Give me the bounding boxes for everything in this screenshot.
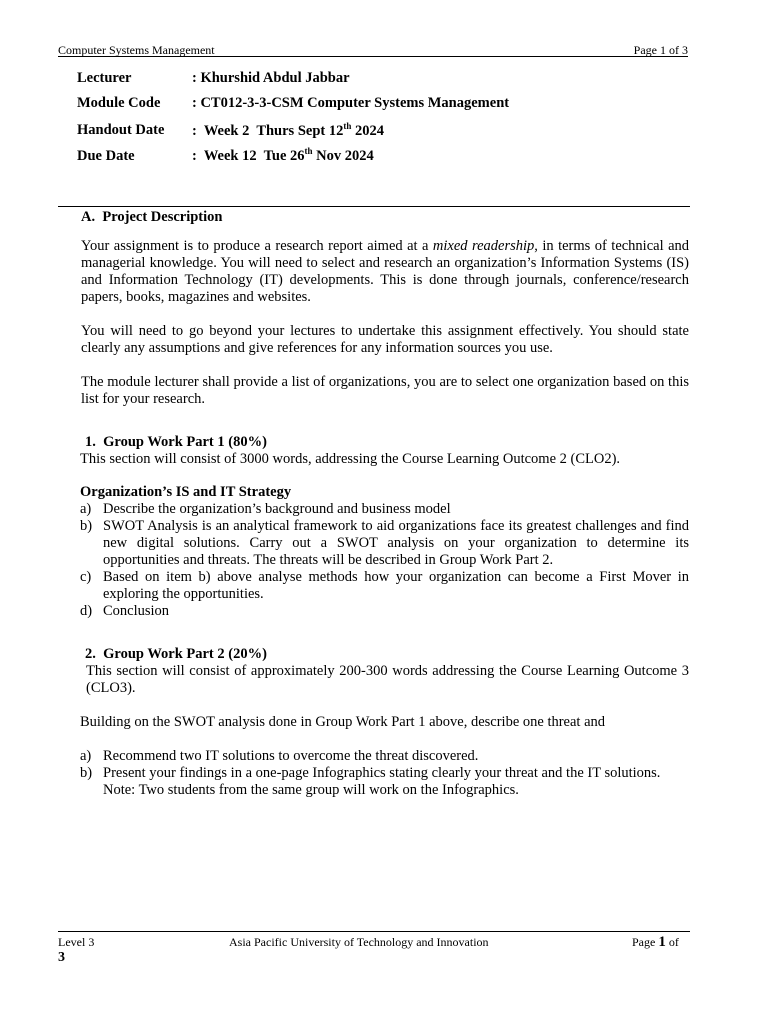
part-2-task-list [80,748,689,782]
part-2-intro: This section will consist of approximately 200-300 words addressing the Course Learning Outcome 3 (CLO3). [86,663,689,696]
section-a-paragraph-3: The module lecturer shall provide a list of organizations, you are to select one organization based on this list for your research. [81,374,689,407]
footer-level: Level 3 [58,935,95,949]
list-item [80,603,689,620]
p1-end: , in terms of technical and managerial knowledge. You will need to select and research an organization’s Information Systems (IS) and Information Technology (IT) developments. This is done through journals, conference/research papers, books, magazines and websites. [81,238,690,305]
list-text: Recommend two IT solutions to overcome the threat discovered. [103,748,479,764]
list-marker: a) [80,748,92,764]
footer-page-number [632,934,679,951]
footer-page-of: of [665,935,679,949]
module-code-value: : CT012-3-3-CSM Computer Systems Management [192,95,510,112]
p1-emphasis: mixed readership [432,238,535,254]
due-date-main: : Week 12 Tue 26 [192,147,305,164]
list-text: Based on item b) above analyse methods how your organization can become a First Mover in exploring the opportunities. [103,569,689,602]
lecturer-value: : Khurshid Abdul Jabbar [192,70,350,86]
footer-rule [58,931,690,932]
assignment-meta [77,70,509,171]
due-date-row [77,146,509,171]
document-body [81,207,689,799]
module-code-row [77,95,509,120]
running-header-page: Page 1 of 3 [633,43,688,57]
due-date-suffix: th [304,145,313,156]
list-marker: c) [80,569,92,585]
due-date-value [192,146,374,165]
list-item [80,501,689,518]
lecturer-label: Lecturer [77,70,132,86]
handout-date-main: : Week 2 Thurs Sept 12 [192,122,344,139]
handout-date-value [192,121,384,140]
handout-date-row [77,121,509,146]
list-item [80,765,689,782]
part-1-heading: 1. Group Work Part 1 (80%) [85,434,267,450]
module-code-label: Module Code [77,95,161,112]
part-2-heading: 2. Group Work Part 2 (20%) [85,646,267,662]
section-a-paragraph-1 [81,238,689,306]
section-a-title: A. Project Description [81,209,223,225]
header-rule [58,56,688,57]
running-header-title: Computer Systems Management [58,43,215,57]
list-text: Describe the organization’s background and business model [103,501,451,517]
list-text: Present your findings in a one-page Infographics stating clearly your threat and the IT solutions. [103,765,661,781]
list-item [80,569,689,603]
list-marker: b) [80,765,93,781]
handout-date-suffix: th [343,120,352,131]
footer-page-word: Page [632,935,659,949]
footer-institution: Asia Pacific University of Technology and Innovation [229,935,489,949]
part-1-intro: This section will consist of 3000 words, addressing the Course Learning Outcome 2 (CLO2). [80,451,621,467]
lecturer-row [77,70,509,95]
part-2-note: Note: Two students from the same group will work on the Infographics. [103,782,519,798]
section-a-paragraph-2: You will need to go beyond your lectures to undertake this assignment effectively. You should state clearly any assumptions and give references for any information sources you use. [81,323,689,356]
handout-date-year: 2024 [351,122,384,139]
list-marker: b) [80,518,93,534]
part-2-lead: Building on the SWOT analysis done in Group Work Part 1 above, describe one threat and [80,714,606,730]
list-text: SWOT Analysis is an analytical framework to aid organizations face its greatest challenges and find new digital solutions. Carry out a SWOT analysis on your organization to determine its opportunities and threats. The threats will be described in Group Work Part 2. [103,518,689,568]
list-text: Conclusion [103,603,170,619]
p1-start: Your assignment is to produce a research report aimed at a [81,238,433,254]
footer-page-total: 3 [58,950,65,965]
list-item [80,748,689,765]
part-1-subheading: Organization’s IS and IT Strategy [80,484,292,500]
list-marker: d) [80,603,93,619]
handout-date-label: Handout Date [77,122,165,139]
list-marker: a) [80,501,92,517]
due-date-label: Due Date [77,147,135,164]
due-date-year: Nov 2024 [312,147,374,164]
list-item [80,518,689,569]
part-1-task-list [80,501,689,620]
footer-page-current: 1 [658,934,666,950]
